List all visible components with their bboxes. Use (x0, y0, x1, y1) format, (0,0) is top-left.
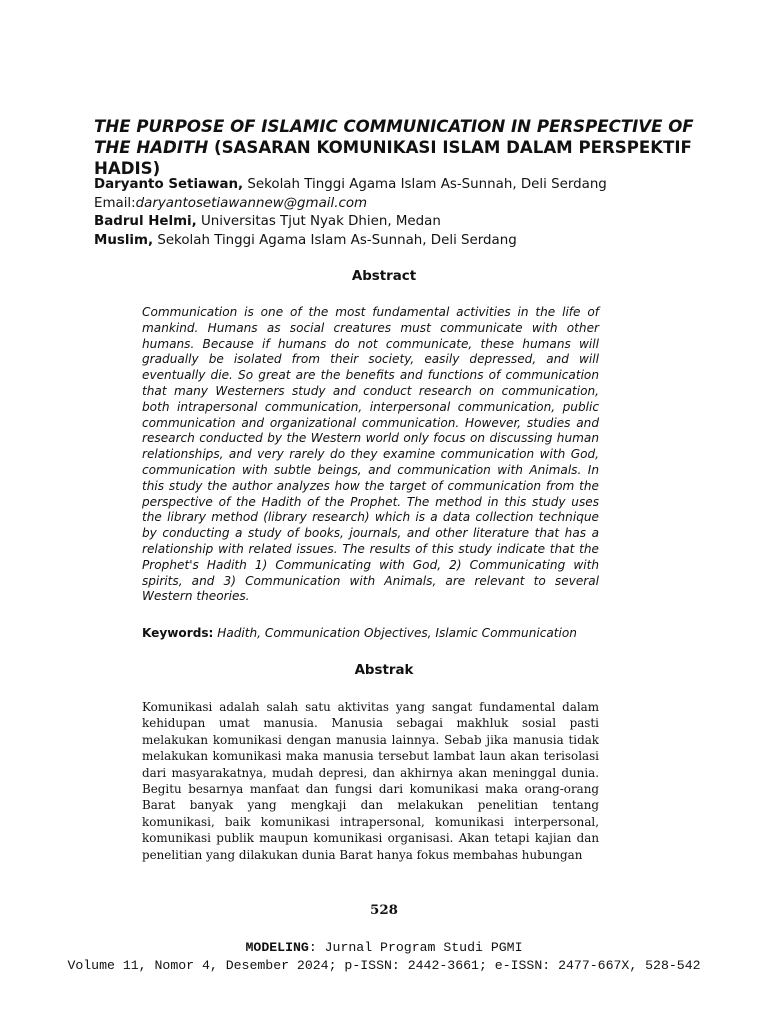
author-affiliation: Sekolah Tinggi Agama Islam As-Sunnah, Deli Serdang (243, 177, 607, 192)
author-block (94, 176, 694, 250)
footer-journal-name: MODELING (245, 940, 309, 955)
keywords-label: Keywords: (142, 626, 214, 640)
paper-title (94, 116, 694, 179)
author-name: Daryanto Setiawan, (94, 177, 244, 192)
paper-title-indonesian: (SASARAN KOMUNIKASI ISLAM DALAM PERSPEKTIF HADIS) (94, 138, 692, 178)
author-line (94, 176, 694, 195)
footer-journal-subtitle: : Jurnal Program Studi PGMI (308, 940, 523, 955)
abstract-text: Communication is one of the most fundamental activities in the life of mankind. Humans as social creatures must communicate with other humans. Because if humans do not communicate, these humans will gradually be isolated from their society, easily depressed, and will eventually die. So great are the benefits and functions of communication that many Westerners study and conduct research on communication, both intrapersonal communication, interpersonal communication, public communication and organizational communication. However, studies and research conducted by the Western world only focus on discussing human relationships, and very rarely do they examine communication with God, communication with subtle beings, and communication with Animals. In this study the author analyzes how the target of communication from the perspective of the Hadith of the Prophet. The method in this study uses the library method (library research) which is a data collection technique by conducting a study of books, journals, and other literature that has a relationship with related issues. The results of this study indicate that the Prophet's Hadith 1) Communicating with God, 2) Communicating with spirits, and 3) Communication with Animals, are relevant to several Western theories. (142, 305, 599, 604)
email-label: Email: (94, 195, 136, 211)
keywords-value: Hadith, Communication Objectives, Islamic Communication (213, 626, 577, 640)
author-line (94, 213, 694, 232)
email-address[interactable]: daryantosetiawannew@gmail.com (135, 195, 368, 211)
author-line (94, 232, 694, 251)
footer-volume-line: Volume 11, Nomor 4, Desember 2024; p-ISSN: 2442-3661; e-ISSN: 2477-667X, 528-542 (67, 958, 701, 973)
abstrak-heading: Abstrak (354, 663, 414, 678)
author-affiliation: Sekolah Tinggi Agama Islam As-Sunnah, Deli Serdang (153, 232, 517, 248)
paper-title-english: THE PURPOSE OF ISLAMIC COMMUNICATION IN PERSPECTIVE OF THE HADITH (94, 117, 694, 157)
author-name: Badrul Helmi, (94, 214, 197, 229)
email-line (94, 195, 694, 214)
author-affiliation: Universitas Tjut Nyak Dhien, Medan (196, 214, 441, 229)
abstract-heading: Abstract (351, 269, 417, 284)
keywords-line (142, 626, 662, 640)
author-name: Muslim, (94, 232, 154, 248)
page-number: 528 (370, 902, 398, 918)
abstrak-text: Komunikasi adalah salah satu aktivitas yang sangat fundamental dalam kehidupan umat manusia. Manusia sebagai makhluk sosial pasti melakukan komunikasi dengan manusia lainnya. Sebab jika manusia tidak melakukan komunikasi maka manusia tersebut lambat laun akan terisolasi dari masyarakatnya, mudah depresi, dan akhirnya akan meninggal dunia. Begitu besarnya manfaat dan fungsi dari komunikasi maka orang-orang Barat banyak yang mengkaji dan melakukan penelitian tentang komunikasi, baik komunikasi intrapersonal, komunikasi interpersonal, komunikasi publik maupun komunikasi organisasi. Akan tetapi kajian dan penelitian yang dilakukan dunia Barat hanya fokus membahas hubungan (142, 700, 599, 862)
footer-journal-line (0, 940, 768, 955)
